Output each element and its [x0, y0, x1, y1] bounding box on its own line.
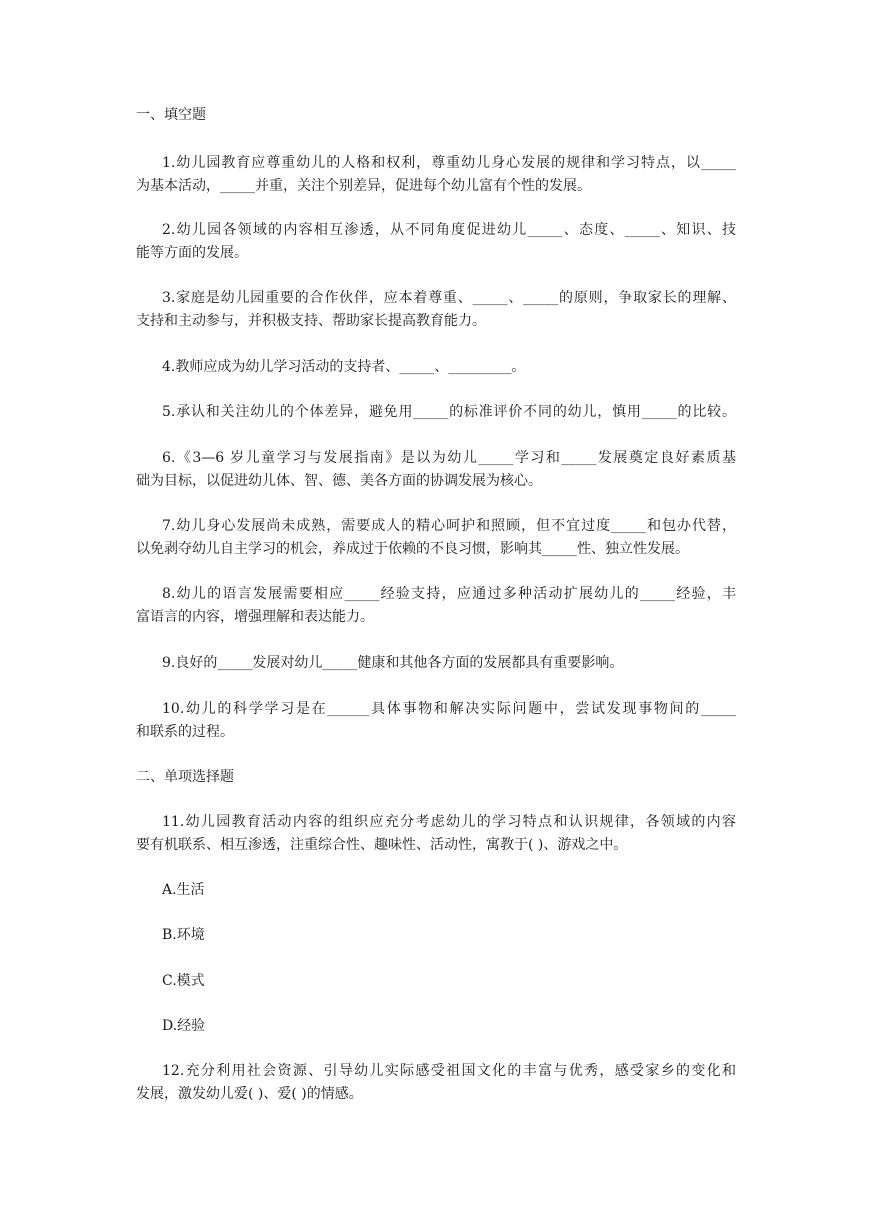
question-12-line-1: 12.充分利用社会资源、引导幼儿实际感受祖国文化的丰富与优秀，感受家乡的变化和 — [162, 1063, 736, 1079]
option-b: B.环境 — [162, 927, 205, 943]
option-a: A.生活 — [162, 882, 205, 898]
question-7-line-1: 7.幼儿身心发展尚未成熟，需要成人的精心呵护和照顾，但不宜过度_____和包办代替， — [162, 518, 736, 534]
question-11-line-2: 要有机联系、相互渗透，注重综合性、趣味性、活动性，寓教于( )、游戏之中。 — [136, 837, 628, 853]
question-12-line-2: 发展，激发幼儿爱( )、爱( )的情感。 — [136, 1086, 363, 1102]
question-8-line-2: 富语言的内容，增强理解和表达能力。 — [136, 609, 374, 625]
question-7-line-2: 以免剥夺幼儿自主学习的机会，养成过于依赖的不良习惯，影响其_____性、独立性发展。 — [136, 541, 689, 557]
question-1-line-2: 为基本活动，_____并重，关注个别差异，促进每个幼儿富有个性的发展。 — [136, 178, 591, 194]
question-2-line-1: 2.幼儿园各领域的内容相互渗透，从不同角度促进幼儿_____、态度、_____、知识、技 — [162, 222, 736, 238]
section-heading-fill-blank: 一、填空题 — [136, 107, 206, 123]
question-6-line-1: 6.《3—6 岁儿童学习与发展指南》是以为幼儿_____学习和_____发展奠定良好素质基 — [162, 450, 736, 466]
option-c: C.模式 — [162, 973, 205, 989]
option-d: D.经验 — [162, 1018, 206, 1034]
question-9-line-1: 9.良好的_____发展对幼儿_____健康和其他各方面的发展都具有重要影响。 — [162, 655, 624, 671]
question-10-line-2: 和联系的过程。 — [136, 724, 234, 740]
question-2-line-2: 能等方面的发展。 — [136, 245, 248, 261]
question-6-line-2: 础为目标，以促进幼儿体、智、德、美各方面的协调发展为核心。 — [136, 473, 542, 489]
question-3-line-1: 3.家庭是幼儿园重要的合作伙伴，应本着尊重、_____、_____的原则，争取家长的理解、 — [162, 290, 736, 306]
question-11-line-1: 11.幼儿园教育活动内容的组织应充分考虑幼儿的学习特点和认识规律，各领域的内容 — [162, 814, 736, 830]
question-1-line-1: 1.幼儿园教育应尊重幼儿的人格和权利，尊重幼儿身心发展的规律和学习特点，以_____ — [162, 155, 736, 171]
question-8-line-1: 8.幼儿的语言发展需要相应_____经验支持，应通过多种活动扩展幼儿的_____经验，丰 — [162, 586, 736, 602]
question-3-line-2: 支持和主动参与，并积极支持、帮助家长提高教育能力。 — [136, 313, 486, 329]
question-10-line-1: 10.幼儿的科学学习是在______具体事物和解决实际问题中，尝试发现事物间的_____ — [162, 701, 736, 717]
question-5-line-1: 5.承认和关注幼儿的个体差异，避免用_____的标准评价不同的幼儿，慎用_____的比较。 — [162, 404, 736, 420]
question-4-line-1: 4.教师应成为幼儿学习活动的支持者、_____、_________。 — [162, 359, 526, 375]
section-heading-single-choice: 二、单项选择题 — [136, 769, 234, 785]
